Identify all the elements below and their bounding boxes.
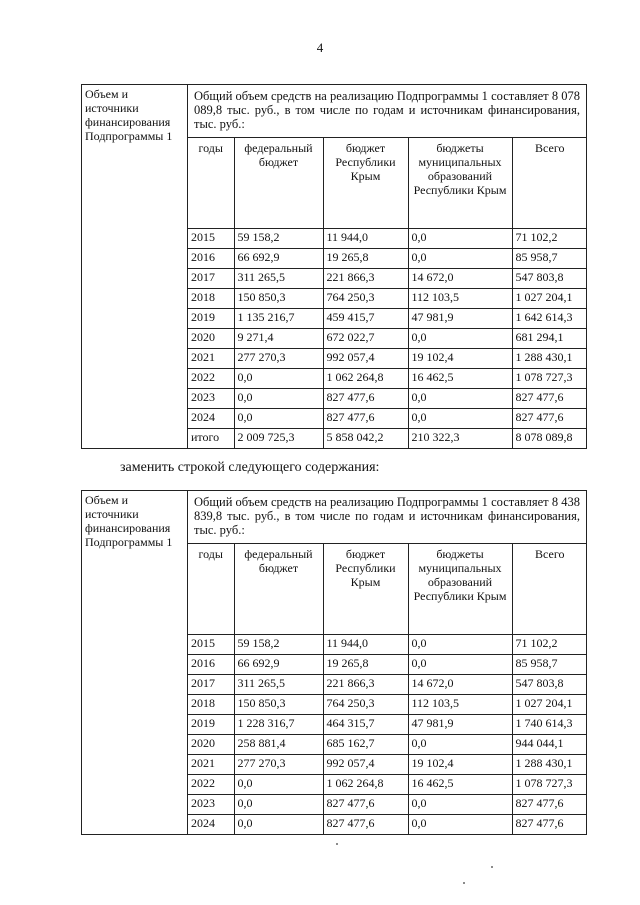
table-cell: 0,0	[234, 369, 323, 389]
table-cell: 827 477,6	[512, 815, 587, 835]
scan-speck	[336, 843, 338, 845]
table-cell: 764 250,3	[323, 695, 408, 715]
scan-speck	[491, 866, 493, 868]
label-line: Подпрограммы 1	[85, 129, 173, 143]
table-cell: 0,0	[408, 389, 512, 409]
table-cell: 827 477,6	[512, 389, 587, 409]
funding-table-new	[81, 490, 587, 835]
table-cell: 1 288 430,1	[512, 349, 587, 369]
table-cell: 47 981,9	[408, 309, 512, 329]
table-cell: 0,0	[408, 229, 512, 249]
table-cell: 16 462,5	[408, 369, 512, 389]
table-cell: 1 228 316,7	[234, 715, 323, 735]
table-cell: 2024	[188, 409, 234, 429]
header-total: Всего	[512, 544, 587, 635]
table-cell: итого	[188, 429, 234, 449]
table-cell: 0,0	[234, 389, 323, 409]
table-cell: 1 288 430,1	[512, 755, 587, 775]
table-cell: 112 103,5	[408, 289, 512, 309]
table-cell: 210 322,3	[408, 429, 512, 449]
table-cell: 2017	[188, 269, 234, 289]
table-row	[188, 715, 587, 735]
table-cell: 2023	[188, 389, 234, 409]
table-row	[188, 695, 587, 715]
table-cell: 47 981,9	[408, 715, 512, 735]
table-cell: 1 642 614,3	[512, 309, 587, 329]
table-row	[188, 815, 587, 835]
table-cell: 1 740 614,3	[512, 715, 587, 735]
table-row	[188, 289, 587, 309]
table-cell: 1 027 204,1	[512, 289, 587, 309]
table-cell: 19 102,4	[408, 349, 512, 369]
scan-speck	[463, 882, 465, 884]
table-cell: 547 803,8	[512, 675, 587, 695]
table-cell: 14 672,0	[408, 675, 512, 695]
table-cell: 2023	[188, 795, 234, 815]
table-cell: 9 271,4	[234, 329, 323, 349]
table-cell: 59 158,2	[234, 229, 323, 249]
table-cell: 71 102,2	[512, 229, 587, 249]
table-cell: 2020	[188, 329, 234, 349]
table-cell: 66 692,9	[234, 249, 323, 269]
table-row	[188, 795, 587, 815]
table-cell: 14 672,0	[408, 269, 512, 289]
replace-instruction: заменить строкой следующего содержания:	[120, 460, 380, 475]
header-municipal: бюджеты муниципальных образований Республики Крым	[408, 138, 512, 229]
table-cell: 19 265,8	[323, 655, 408, 675]
label-line: финансирования	[85, 521, 171, 535]
table-cell: 2020	[188, 735, 234, 755]
table-cell: 66 692,9	[234, 655, 323, 675]
table-row	[188, 269, 587, 289]
table-cell: 311 265,5	[234, 675, 323, 695]
header-total: Всего	[512, 138, 587, 229]
table-cell: 1 062 264,8	[323, 775, 408, 795]
page-number: 4	[316, 40, 324, 55]
header-republic: бюджет Республики Крым	[323, 138, 408, 229]
table-cell: 0,0	[408, 409, 512, 429]
funding-table-current	[81, 84, 587, 449]
table-cell: 150 850,3	[234, 695, 323, 715]
table-row	[188, 369, 587, 389]
table-cell: 2022	[188, 775, 234, 795]
table-cell: 0,0	[234, 409, 323, 429]
table-row	[188, 329, 587, 349]
label-line: Объем и	[85, 87, 129, 101]
table-cell: 827 477,6	[512, 795, 587, 815]
table-cell: 277 270,3	[234, 755, 323, 775]
table-row	[188, 409, 587, 429]
funding-label-cell	[82, 85, 188, 449]
table-cell: 459 415,7	[323, 309, 408, 329]
table-cell: 59 158,2	[234, 635, 323, 655]
table-cell: 2024	[188, 815, 234, 835]
funding-description: Общий объем средств на реализацию Подпрограммы 1 составляет 8 438 839,8 тыс. руб., в том числе по годам и источникам финансирования, тыс. руб.:	[194, 495, 580, 537]
table-row	[188, 249, 587, 269]
table-cell: 2021	[188, 349, 234, 369]
table-cell: 71 102,2	[512, 635, 587, 655]
table-cell: 2021	[188, 755, 234, 775]
table-cell: 19 265,8	[323, 249, 408, 269]
header-federal: федеральный бюджет	[234, 544, 323, 635]
funding-content-cell	[188, 85, 587, 449]
table-row	[188, 229, 587, 249]
table-cell: 547 803,8	[512, 269, 587, 289]
table-cell: 2019	[188, 309, 234, 329]
table-cell: 0,0	[234, 795, 323, 815]
table-cell: 258 881,4	[234, 735, 323, 755]
table-cell: 19 102,4	[408, 755, 512, 775]
table-cell: 221 866,3	[323, 675, 408, 695]
funding-by-year-table	[188, 543, 587, 834]
table-cell: 464 315,7	[323, 715, 408, 735]
header-years: годы	[188, 544, 234, 635]
header-republic: бюджет Республики Крым	[323, 544, 408, 635]
table-cell: 221 866,3	[323, 269, 408, 289]
label-line: Объем и	[85, 493, 129, 507]
table-cell: 0,0	[408, 329, 512, 349]
table-cell: 827 477,6	[323, 815, 408, 835]
table-cell: 681 294,1	[512, 329, 587, 349]
table-cell: 2022	[188, 369, 234, 389]
table-cell: 827 477,6	[323, 409, 408, 429]
table-cell: 2015	[188, 229, 234, 249]
funding-description: Общий объем средств на реализацию Подпрограммы 1 составляет 8 078 089,8 тыс. руб., в том числе по годам и источникам финансирования, тыс. руб.:	[194, 89, 580, 131]
table-cell: 2015	[188, 635, 234, 655]
table-cell: 112 103,5	[408, 695, 512, 715]
table-cell: 85 958,7	[512, 249, 587, 269]
table-cell: 1 062 264,8	[323, 369, 408, 389]
table-cell: 277 270,3	[234, 349, 323, 369]
table-row	[188, 309, 587, 329]
table-cell: 0,0	[408, 635, 512, 655]
table-cell: 2016	[188, 655, 234, 675]
header-federal: федеральный бюджет	[234, 138, 323, 229]
table-cell: 0,0	[408, 249, 512, 269]
funding-label-cell	[82, 491, 188, 835]
table-cell: 2017	[188, 675, 234, 695]
table-cell: 16 462,5	[408, 775, 512, 795]
label-line: источники	[85, 101, 139, 115]
table-cell: 0,0	[234, 815, 323, 835]
funding-content-cell	[188, 491, 587, 835]
header-years: годы	[188, 138, 234, 229]
table-cell: 150 850,3	[234, 289, 323, 309]
table-cell: 2019	[188, 715, 234, 735]
table-cell: 0,0	[234, 775, 323, 795]
table-cell: 992 057,4	[323, 755, 408, 775]
table-cell: 11 944,0	[323, 635, 408, 655]
table-cell: 2 009 725,3	[234, 429, 323, 449]
table-row	[188, 675, 587, 695]
table-cell: 311 265,5	[234, 269, 323, 289]
table-cell: 827 477,6	[512, 409, 587, 429]
table-cell: 0,0	[408, 795, 512, 815]
table-cell: 11 944,0	[323, 229, 408, 249]
table-row	[188, 349, 587, 369]
table-cell: 827 477,6	[323, 795, 408, 815]
table-cell: 2018	[188, 695, 234, 715]
table-row	[188, 429, 587, 449]
table-cell: 1 078 727,3	[512, 369, 587, 389]
label-line: Подпрограммы 1	[85, 535, 173, 549]
table-row	[188, 775, 587, 795]
table-cell: 2018	[188, 289, 234, 309]
funding-by-year-table	[188, 137, 587, 448]
table-cell: 685 162,7	[323, 735, 408, 755]
table-cell: 0,0	[408, 815, 512, 835]
label-line: источники	[85, 507, 139, 521]
table-cell: 0,0	[408, 655, 512, 675]
table-cell: 5 858 042,2	[323, 429, 408, 449]
label-line: финансирования	[85, 115, 171, 129]
table-cell: 1 135 216,7	[234, 309, 323, 329]
table-cell: 992 057,4	[323, 349, 408, 369]
table-cell: 672 022,7	[323, 329, 408, 349]
table-cell: 85 958,7	[512, 655, 587, 675]
table-row	[188, 735, 587, 755]
table-row	[188, 635, 587, 655]
table-cell: 944 044,1	[512, 735, 587, 755]
table-cell: 1 027 204,1	[512, 695, 587, 715]
table-cell: 2016	[188, 249, 234, 269]
table-cell: 8 078 089,8	[512, 429, 587, 449]
table-row	[188, 389, 587, 409]
header-municipal: бюджеты муниципальных образований Республики Крым	[408, 544, 512, 635]
table-cell: 764 250,3	[323, 289, 408, 309]
table-row	[188, 755, 587, 775]
table-cell: 0,0	[408, 735, 512, 755]
table-cell: 1 078 727,3	[512, 775, 587, 795]
table-row	[188, 655, 587, 675]
table-cell: 827 477,6	[323, 389, 408, 409]
